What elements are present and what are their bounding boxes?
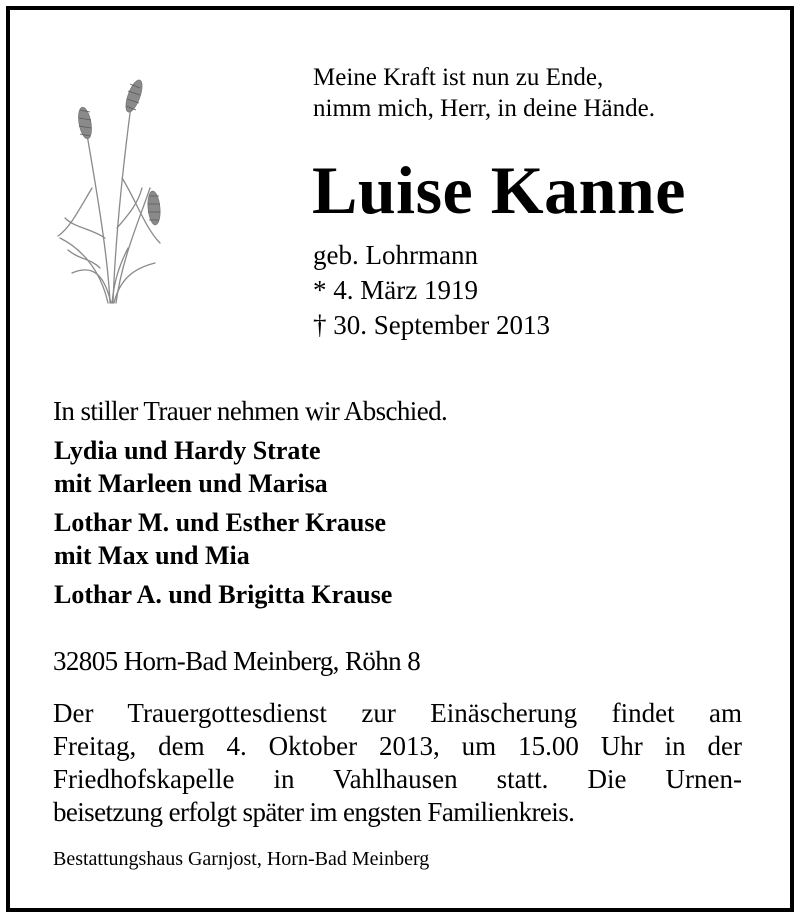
- verse-line-2: nimm mich, Herr, in deine Hände.: [313, 95, 655, 122]
- service-announcement: [53, 697, 742, 829]
- funeral-home: Bestattungshaus Garnjost, Horn-Bad Meinberg: [53, 848, 430, 870]
- mourner-group: [54, 434, 392, 500]
- service-line-1: Der Trauergottesdienst zur Einäscherung findet am: [53, 698, 742, 728]
- mourner-line: Lothar M. und Esther Krause: [54, 508, 387, 537]
- memorial-verse: [313, 62, 655, 124]
- deceased-details: [313, 238, 550, 343]
- service-line-3: Friedhofskapelle in Vahlhausen statt. Die Urnen-: [53, 764, 742, 794]
- mourner-line: Lydia und Hardy Strate: [54, 436, 321, 465]
- mourner-line: mit Marleen und Marisa: [54, 469, 328, 498]
- mourners-list: [54, 434, 392, 617]
- birth-name: geb. Lohrmann: [313, 240, 478, 270]
- service-line-2: Freitag, dem 4. Oktober 2013, um 15.00 Uhr in der: [53, 731, 742, 761]
- mourner-group: [54, 578, 392, 611]
- mourner-line: Lothar A. und Brigitta Krause: [54, 580, 393, 609]
- farewell-text: In stiller Trauer nehmen wir Abschied.: [53, 396, 448, 426]
- mourner-group: [54, 506, 392, 572]
- death-date: † 30. September 2013: [313, 310, 550, 340]
- mourner-line: mit Max und Mia: [54, 541, 250, 570]
- family-address: 32805 Horn-Bad Meinberg, Röhn 8: [53, 646, 421, 676]
- birth-date: * 4. März 1919: [313, 275, 478, 305]
- verse-line-1: Meine Kraft ist nun zu Ende,: [313, 64, 604, 91]
- wheat-illustration: [50, 78, 180, 308]
- service-line-4: beisetzung erfolgt später im engsten Familienkreis.: [53, 797, 575, 827]
- deceased-name: Luise Kanne: [312, 152, 686, 228]
